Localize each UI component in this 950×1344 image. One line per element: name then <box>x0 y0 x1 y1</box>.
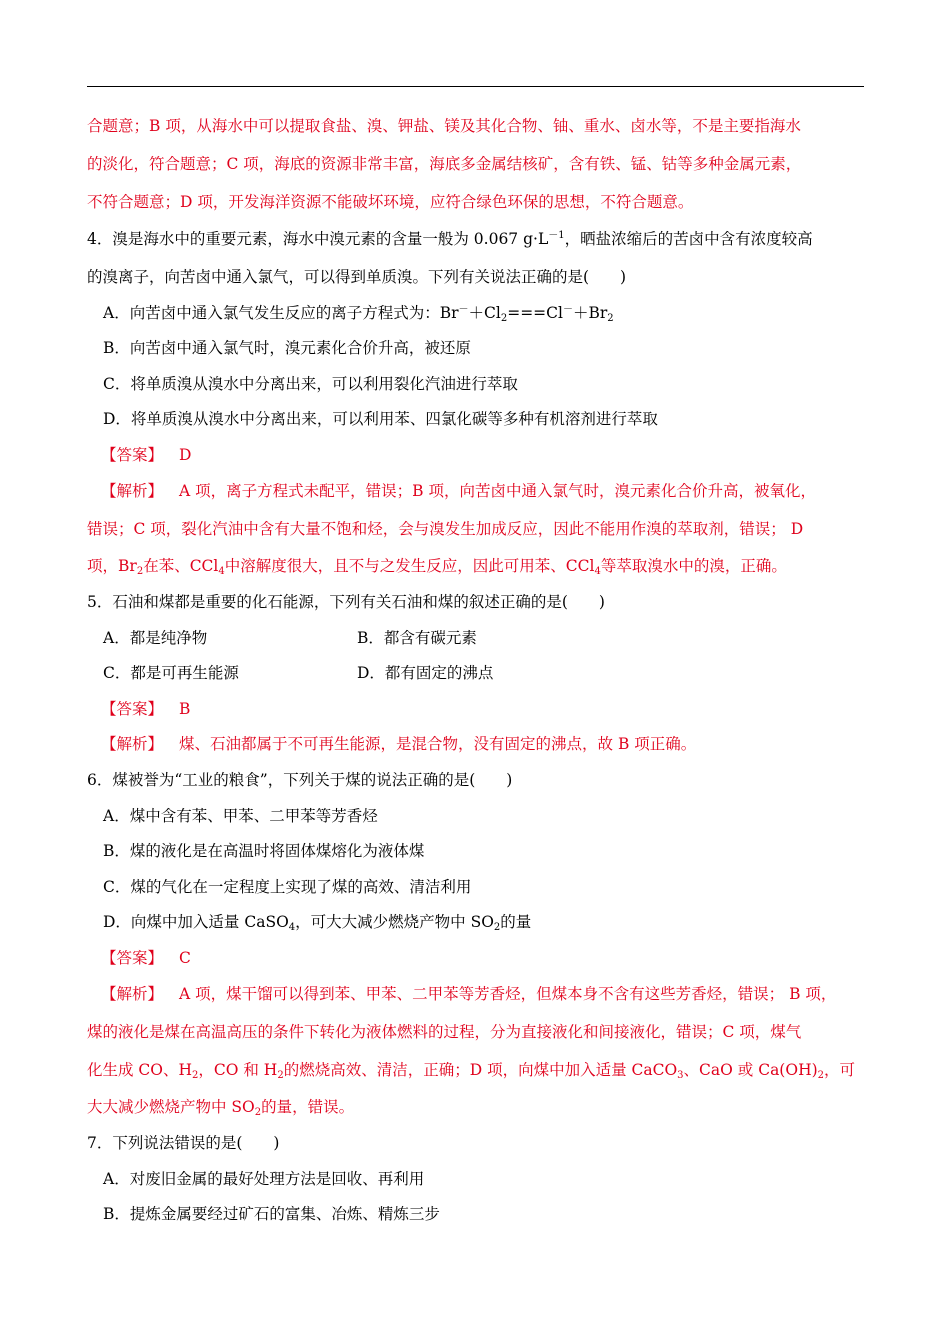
q6-analysis-line-1: 【解析】 A 项，煤干馏可以得到苯、甲苯、二甲苯等芳香烃，但煤本身不含有这些芳香烃，错误； B 项， <box>101 985 837 1003</box>
q4-option-b: B．向苦卤中通入氯气时，溴元素化合价升高，被还原 <box>103 339 471 357</box>
q6-option-a: A．煤中含有苯、甲苯、二甲苯等芳香烃 <box>103 807 378 825</box>
q7-option-b: B．提炼金属要经过矿石的富集、冶炼、精炼三步 <box>103 1205 440 1223</box>
q5-option-a: A．都是纯净物 <box>103 629 208 647</box>
q4-analysis-line-2: 错误；C 项，裂化汽油中含有大量不饱和烃，会与溴发生加成反应，因此不能用作溴的萃取剂，错误； D <box>87 520 804 538</box>
q7-stem: 7．下列说法错误的是( ) <box>87 1134 280 1152</box>
q4-option-d: D．将单质溴从溴水中分离出来，可以利用苯、四氯化碳等多种有机溶剂进行萃取 <box>103 410 658 428</box>
answer-value: B <box>179 700 191 718</box>
answer-label: 【答案】 <box>101 700 164 718</box>
q4-stem-line-1: 4．溴是海水中的重要元素，海水中溴元素的含量一般为 0.067 $g\cdot L^{-1}$，晒盐浓缩后的苦卤中含有浓度较高 <box>87 230 813 248</box>
q4-analysis-line-3: 项，$Br_2$在苯、CCl$_4$中溶解度很大，且不与之发生反应，因此可用苯、CCl$_4$等萃取溴水中的溴，正确。 <box>87 557 787 577</box>
q5-option-c: C．都是可再生能源 <box>103 664 239 682</box>
header-rule <box>87 86 864 87</box>
analysis-label: 【解析】 <box>101 735 164 753</box>
q6-option-b: B．煤的液化是在高温时将固体煤熔化为液体煤 <box>103 842 425 860</box>
q6-option-d: D．向煤中加入适量 CaSO$_4$，可大大减少燃烧产物中 $SO_2$的量 <box>103 913 532 933</box>
answer-label: 【答案】 <box>101 446 164 464</box>
q4-stem-line-2: 的溴离子，向苦卤中通入氯气，可以得到单质溴。下列有关说法正确的是( ) <box>87 268 627 286</box>
q7-option-a: A．对废旧金属的最好处理方法是回收、再利用 <box>103 1170 425 1188</box>
analysis-label: 【解析】 <box>101 985 164 1003</box>
q6-analysis-line-2: 煤的液化是煤在高温高压的条件下转化为液体燃料的过程，分为直接液化和间接液化，错误；C 项，煤气 <box>87 1023 802 1041</box>
answer-label: 【答案】 <box>101 949 164 967</box>
prev-explanation-line-3: 不符合题意；D 项，开发海洋资源不能破坏环境，应符合绿色环保的思想，不符合题意。 <box>87 193 694 211</box>
q5-option-d: D．都有固定的沸点 <box>357 664 494 682</box>
q5-answer <box>101 699 190 719</box>
q5-stem: 5．石油和煤都是重要的化石能源，下列有关石油和煤的叙述正确的是( ) <box>87 593 605 611</box>
q6-option-c: C．煤的气化在一定程度上实现了煤的高效、清洁利用 <box>103 878 472 896</box>
analysis-label: 【解析】 <box>101 482 164 500</box>
q6-analysis-line-3: 化生成 CO、$H_2$，CO 和 $H_2$的燃烧高效、清洁，正确；D 项，向煤中加入适量 CaCO$_3$、CaO 或 $Ca(OH)_2$，可 <box>87 1061 856 1081</box>
q4-option-a: A．向苦卤中通入氯气发生反应的离子方程式为：$Br^-+Cl_2===Cl^-+Br_2$ <box>103 304 614 324</box>
q4-option-c: C．将单质溴从溴水中分离出来，可以利用裂化汽油进行萃取 <box>103 375 518 393</box>
prev-explanation-line-2: 的淡化，符合题意；C 项，海底的资源非常丰富，海底多金属结核矿，含有铁、锰、钴等多种金属元素， <box>87 155 802 173</box>
q6-analysis-line-4: 大大减少燃烧产物中 $SO_2$的量，错误。 <box>87 1098 355 1118</box>
answer-value: C <box>179 949 191 967</box>
q6-answer <box>101 948 191 968</box>
q5-analysis-line-1: 【解析】 煤、石油都属于不可再生能源，是混合物，没有固定的沸点，故 B 项正确。 <box>101 735 697 753</box>
q4-analysis-line-1: 【解析】 A 项，离子方程式未配平，错误；B 项，向苦卤中通入氯气时，溴元素化合价升高，被氧化， <box>101 482 816 500</box>
q5-option-b: B．都含有碳元素 <box>357 629 477 647</box>
prev-explanation-line-1: 合题意；B 项，从海水中可以提取食盐、溴、钾盐、镁及其化合物、铀、重水、卤水等，不是主要指海水 <box>87 117 801 135</box>
answer-value: D <box>179 446 192 464</box>
q4-answer <box>101 445 191 465</box>
q6-stem: 6．煤被誉为“工业的粮食”，下列关于煤的说法正确的是( ) <box>87 771 513 789</box>
